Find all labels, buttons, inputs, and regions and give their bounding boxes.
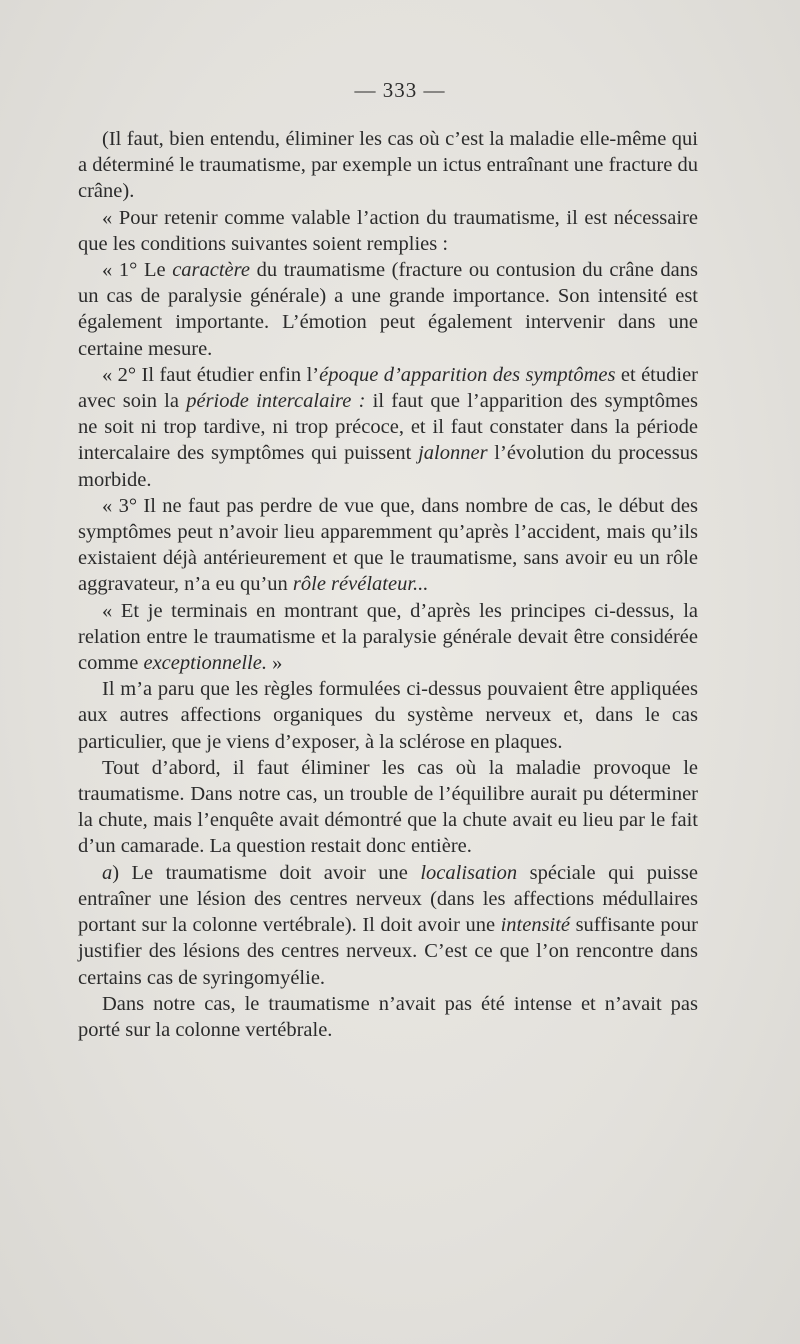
text-run: l’évolution du processus morbide.	[78, 442, 698, 491]
paragraph	[78, 257, 698, 362]
text-run: ) Le traumatisme doit avoir une	[112, 861, 421, 884]
text-run: « 3° Il ne faut pas perdre de vue que, dans nombre de cas, le début des symptômes peut n’avoir lieu apparemment qu’après l’accident, mais qu’ils existaient déjà antérieurement et que le traumatisme, sans avoir eu un rôle aggravateur, n’a eu qu’un	[78, 494, 698, 596]
text-run: « Pour retenir comme valable l’action du traumatisme, il est nécessaire que les conditions suivantes soient remplies :	[78, 206, 698, 255]
paragraph	[78, 126, 698, 205]
italic-text: localisation	[420, 861, 518, 884]
paragraph	[78, 362, 698, 493]
text-run: Tout d’abord, il faut éliminer les cas où la maladie provoque le traumatisme. Dans notre cas, un trouble de l’équilibre aurait pu déterminer la chute, mais l’enquête avait démontré que la chute avait eu lieu par le fait d’un camarade. La question restait donc entière.	[78, 756, 698, 858]
page-number: — 333 —	[354, 78, 446, 102]
text-run: et étudier avec soin la	[78, 363, 698, 413]
text-run: « Et je terminais en montrant que, d’après les principes ci-dessus, la relation entre le traumatisme et la paralysie générale devait être considérée comme	[78, 599, 698, 675]
italic-text: rôle révélateur...	[292, 573, 429, 596]
italic-text: période intercalaire :	[186, 390, 366, 413]
italic-text: intensité	[500, 914, 571, 937]
italic-text: a	[102, 861, 113, 884]
paragraph	[78, 205, 698, 257]
text-run: Il m’a paru que les règles formulées ci-dessus pouvaient être appliquées aux autres affections organiques du système nerveux et, dans le cas particulier, que je viens d’exposer, à la sclérose en plaques.	[78, 678, 698, 753]
paragraph	[78, 860, 698, 991]
text-run: »	[266, 652, 283, 675]
paragraph	[78, 598, 698, 677]
paragraph	[78, 493, 698, 598]
body-text	[78, 126, 698, 1043]
text-run: spéciale qui puisse entraîner une lésion des centres nerveux (dans les affections médullaires portant sur la colonne vertébrale). Il doit avoir une	[78, 861, 698, 937]
text-run: « 1° Le	[102, 259, 173, 282]
italic-text: jalonner	[418, 442, 488, 465]
italic-text: exceptionnelle.	[143, 652, 267, 675]
paragraph	[78, 991, 698, 1043]
italic-text: époque d’apparition des symptômes	[319, 363, 616, 386]
text-run: du traumatisme (fracture ou contusion du crâne dans un cas de paralysie générale) a une grande importance. Son intensité est également importante. L’émotion peut également intervenir dans une certaine mesure.	[78, 259, 698, 360]
text-run: « 2° Il faut étudier enfin l’	[102, 363, 320, 386]
italic-text: caractère	[172, 259, 250, 282]
paragraph	[78, 755, 698, 860]
text-run: suffisante pour justifier des lésions des centres nerveux. C’est ce que l’on rencontre dans certains cas de syringomyélie.	[78, 914, 699, 989]
text-run: il faut que l’apparition des symptômes ne soit ni trop tardive, ni trop précoce, et il faut constater dans la période intercalaire des symptômes qui puissent	[78, 390, 699, 465]
text-run: Dans notre cas, le traumatisme n’avait pas été intense et n’avait pas porté sur la colonne vertébrale.	[78, 992, 698, 1041]
paragraph	[78, 676, 698, 755]
text-run: (Il faut, bien entendu, éliminer les cas où c’est la maladie elle-même qui a déterminé le traumatisme, par exemple un ictus entraînant une fracture du crâne).	[78, 128, 698, 203]
